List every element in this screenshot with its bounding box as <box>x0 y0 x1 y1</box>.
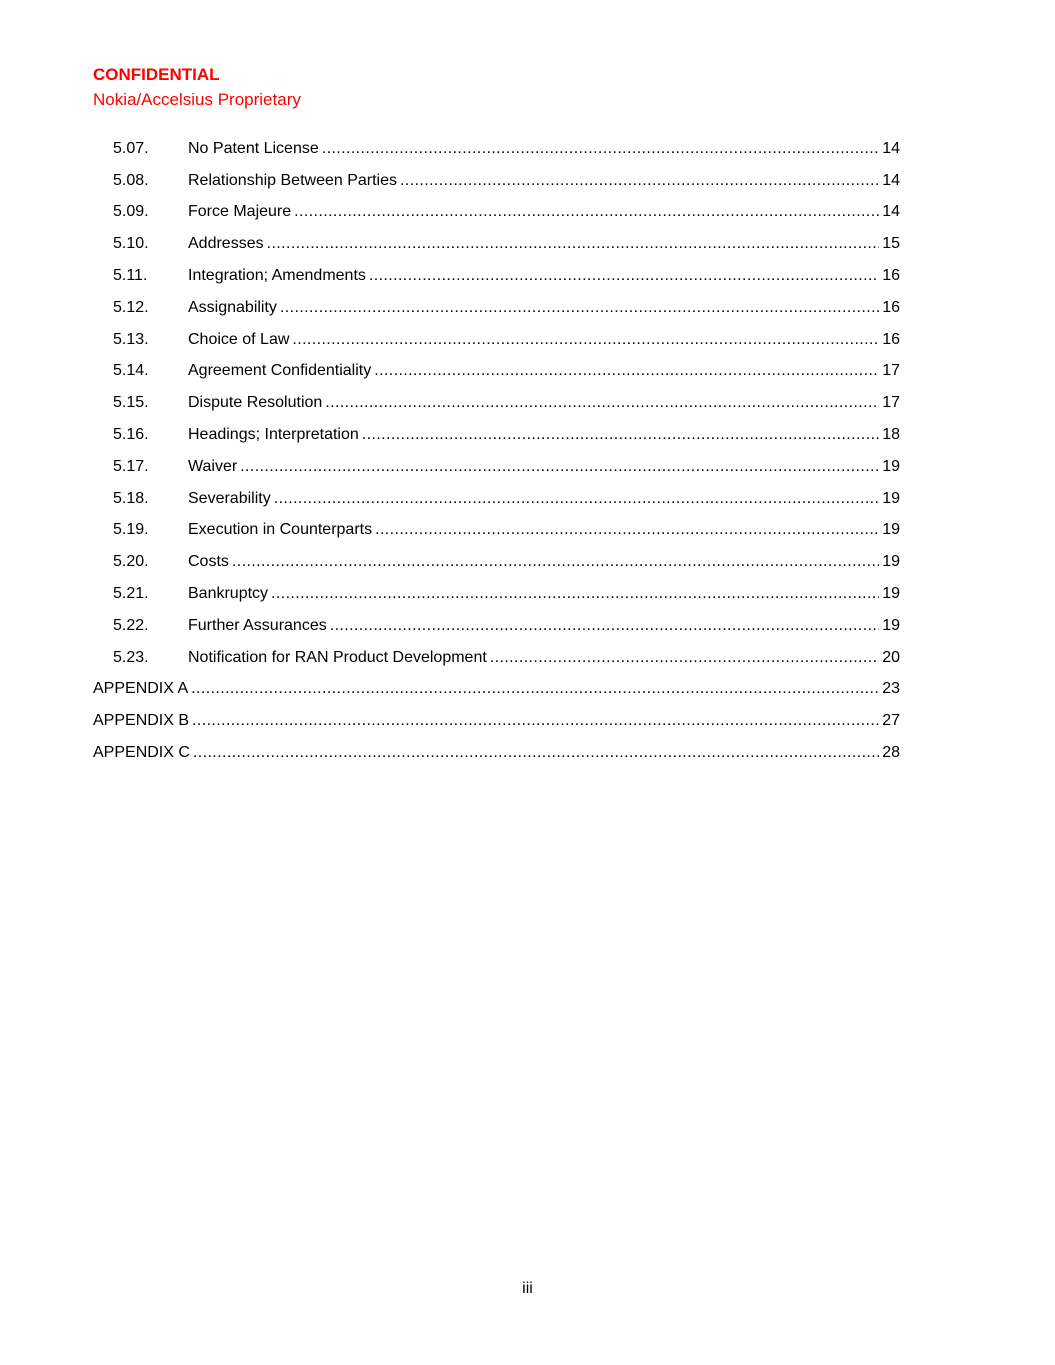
proprietary-label: Nokia/Accelsius Proprietary <box>93 90 301 109</box>
toc-entry-number: 5.23. <box>113 648 149 666</box>
toc-entry[interactable] <box>93 260 900 292</box>
toc-entry-page: 14 <box>882 139 900 157</box>
toc-entry-number: 5.20. <box>113 553 149 571</box>
toc-entry-page: 19 <box>882 585 900 603</box>
toc-entry-title: Addresses <box>188 235 264 253</box>
confidential-label: CONFIDENTIAL <box>93 65 220 84</box>
toc-entry-page: 17 <box>882 394 900 412</box>
toc-entry-number: 5.07. <box>113 139 149 157</box>
dot-leader <box>490 649 879 667</box>
dot-leader <box>193 744 879 762</box>
toc-entry-page: 19 <box>882 616 900 634</box>
dot-leader <box>369 267 879 285</box>
toc-entry-number: 5.08. <box>113 171 149 189</box>
toc-entry-title: Relationship Between Parties <box>188 171 398 189</box>
toc-appendix-page: 28 <box>882 744 900 762</box>
toc-entry-title: Dispute Resolution <box>188 394 323 412</box>
toc-entry-page: 16 <box>882 298 900 316</box>
toc-entry-title: No Patent License <box>188 139 319 157</box>
toc-appendix-title: APPENDIX C <box>93 744 190 762</box>
toc-entry[interactable] <box>93 387 900 419</box>
toc-entry-title: Notification for RAN Product Development <box>188 648 487 666</box>
toc-appendix-entry[interactable] <box>93 737 900 769</box>
toc-entry-page: 15 <box>882 235 900 253</box>
toc-entry-number: 5.16. <box>113 426 149 444</box>
toc-entry-number: 5.09. <box>113 203 149 221</box>
toc-entry-page: 14 <box>882 203 900 221</box>
toc-entry-title: Waiver <box>188 457 238 475</box>
toc-entry-title: Force Majeure <box>188 203 292 221</box>
toc-entry-number: 5.13. <box>113 330 149 348</box>
dot-leader <box>330 617 879 635</box>
toc-entry[interactable] <box>93 546 900 578</box>
dot-leader <box>362 426 879 444</box>
toc-entry[interactable] <box>93 165 900 197</box>
dot-leader <box>280 299 879 317</box>
toc-entry-page: 20 <box>882 648 900 666</box>
toc-entry-number: 5.19. <box>113 521 149 539</box>
toc-entry-title: Execution in Counterparts <box>188 521 373 539</box>
toc-entry-page: 14 <box>882 171 900 189</box>
dot-leader <box>294 203 879 221</box>
toc-entry-page: 19 <box>882 457 900 475</box>
page-number: iii <box>522 1280 533 1297</box>
dot-leader <box>232 553 879 571</box>
document-header <box>93 62 301 112</box>
dot-leader <box>292 331 879 349</box>
dot-leader <box>325 394 879 412</box>
toc-entry[interactable] <box>93 578 900 610</box>
toc-entry-page: 19 <box>882 489 900 507</box>
toc-entry-title: Bankruptcy <box>188 585 269 603</box>
toc-entry-title: Costs <box>188 553 229 571</box>
toc-entry-title: Severability <box>188 489 271 507</box>
dot-leader <box>267 235 880 253</box>
toc-entry-page: 18 <box>882 426 900 444</box>
toc-entry[interactable] <box>93 292 900 324</box>
table-of-contents <box>93 133 900 769</box>
toc-entry-number: 5.10. <box>113 235 149 253</box>
toc-entry-number: 5.11. <box>113 267 148 285</box>
toc-appendix-entry[interactable] <box>93 674 900 706</box>
toc-entry-number: 5.18. <box>113 489 149 507</box>
toc-appendix-title: APPENDIX A <box>93 680 189 698</box>
dot-leader <box>400 172 879 190</box>
toc-appendix-entry[interactable] <box>93 705 900 737</box>
toc-entry-title: Choice of Law <box>188 330 290 348</box>
toc-entry-number: 5.12. <box>113 298 149 316</box>
toc-appendix-page: 27 <box>882 712 900 730</box>
toc-entry[interactable] <box>93 642 900 674</box>
dot-leader <box>271 585 879 603</box>
toc-entry[interactable] <box>93 515 900 547</box>
dot-leader <box>375 521 879 539</box>
toc-entry-number: 5.17. <box>113 457 149 475</box>
toc-appendix-page: 23 <box>882 680 900 698</box>
dot-leader <box>374 362 879 380</box>
toc-entry-title: Integration; Amendments <box>188 267 366 285</box>
toc-entry-page: 19 <box>882 521 900 539</box>
dot-leader <box>322 140 879 158</box>
toc-entry-number: 5.14. <box>113 362 149 380</box>
dot-leader <box>191 680 879 698</box>
toc-entry[interactable] <box>93 356 900 388</box>
toc-appendix-title: APPENDIX B <box>93 712 190 730</box>
toc-entry-title: Further Assurances <box>188 616 327 634</box>
toc-entry-number: 5.15. <box>113 394 149 412</box>
toc-entry[interactable] <box>93 610 900 642</box>
toc-entry-number: 5.21. <box>113 585 149 603</box>
dot-leader <box>192 712 879 730</box>
toc-entry[interactable] <box>93 133 900 165</box>
toc-entry-title: Assignability <box>188 298 277 316</box>
toc-entry-page: 16 <box>882 267 900 285</box>
toc-entry[interactable] <box>93 197 900 229</box>
toc-entry[interactable] <box>93 324 900 356</box>
toc-entry-title: Agreement Confidentiality <box>188 362 372 380</box>
toc-entry[interactable] <box>93 483 900 515</box>
toc-entry[interactable] <box>93 228 900 260</box>
dot-leader <box>240 458 879 476</box>
toc-entry-page: 19 <box>882 553 900 571</box>
toc-entry[interactable] <box>93 419 900 451</box>
toc-entry-number: 5.22. <box>113 616 149 634</box>
dot-leader <box>274 490 880 508</box>
toc-entry[interactable] <box>93 451 900 483</box>
toc-entry-page: 16 <box>882 330 900 348</box>
toc-entry-page: 17 <box>882 362 900 380</box>
toc-entry-title: Headings; Interpretation <box>188 426 359 444</box>
